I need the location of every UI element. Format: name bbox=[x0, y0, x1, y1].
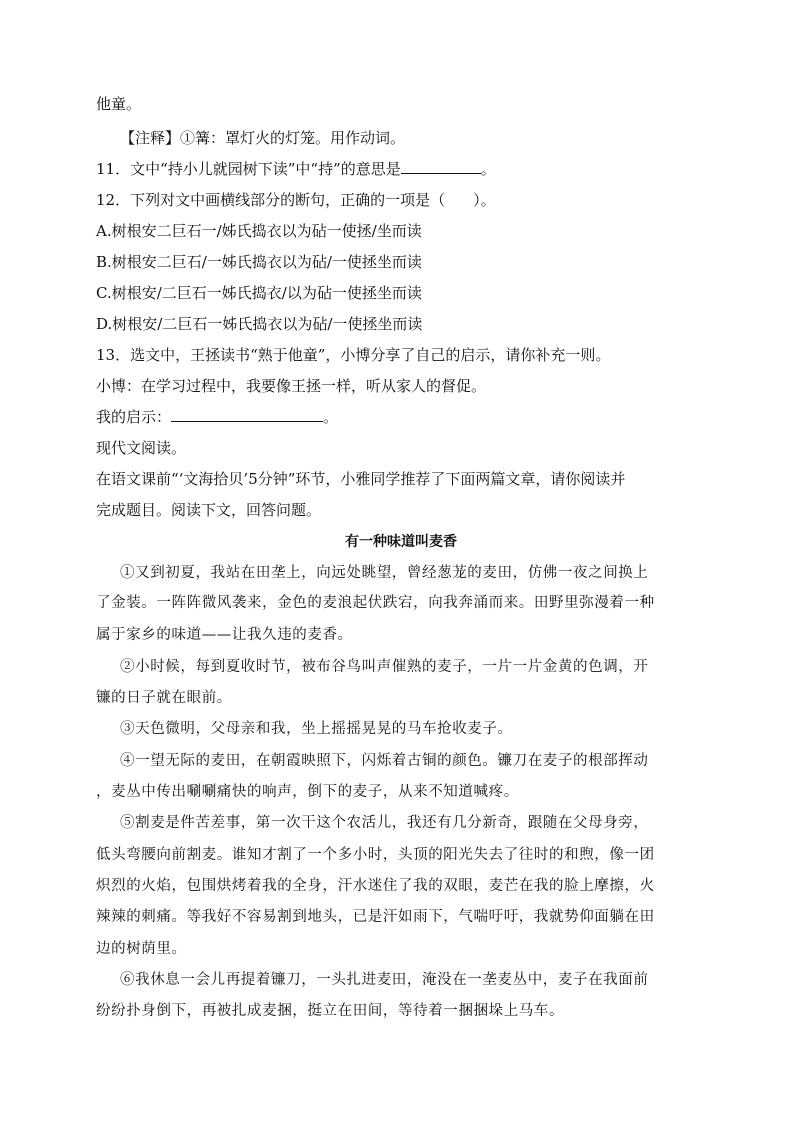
question-11-end: 。 bbox=[480, 160, 496, 178]
passage-line: ，麦丛中传出唰唰痛快的响声，倒下的麦子，从来不知道喊疼。 bbox=[96, 784, 519, 800]
my-insight-end: 。 bbox=[323, 408, 339, 426]
question-12-option-c: C.树根安/二巨石一姊氏捣衣/以为砧一使拯坐而读 bbox=[96, 284, 422, 302]
question-12 bbox=[96, 190, 706, 210]
passage-line: ③天色微明，父母亲和我，坐上摇摇晃晃的马车抢收麦子。 bbox=[120, 721, 513, 737]
my-insight bbox=[96, 407, 706, 427]
question-12-option-a: A.树根安二巨石一/姊氏捣衣以为砧一使拯/坐而读 bbox=[96, 222, 422, 240]
passage-line: 了金装。一阵阵微风袭来，金色的麦浪起伏跌宕，向我奔涌而来。田野里弥漫着一种 bbox=[96, 595, 655, 611]
passage-line: 属于家乡的味道——让我久违的麦香。 bbox=[96, 627, 353, 643]
classical-text-line-end: 他童。 bbox=[96, 95, 142, 113]
question-13: 13．选文中，王拯读书“熟于他童”，小博分享了自己的启示，请你补充一则。 bbox=[96, 346, 611, 364]
passage-line: 镰的日子就在眼前。 bbox=[96, 690, 232, 706]
passage-line: ⑤割麦是件苦差事，第一次干这个农活儿，我还有几分新奇，跟随在父母身旁， bbox=[120, 815, 649, 831]
question-11 bbox=[96, 159, 706, 179]
my-insight-label: 我的启示： bbox=[96, 408, 172, 426]
passage-line: ②小时候，每到夏收时节，被布谷鸟叫声催熟的麦子，一片一片金黄的色调，开 bbox=[120, 659, 649, 675]
passage-line: ①又到初夏，我站在田垄上，向远处眺望，曾经葱茏的麦田，仿佛一夜之间换上 bbox=[120, 565, 649, 581]
passage-title: 有一种味道叫麦香 bbox=[345, 534, 457, 550]
question-12-option-b: B.树根安二巨石/一姊氏捣衣以为砧/一使拯坐而读 bbox=[96, 253, 422, 271]
passage-line: ④一望无际的麦田，在朝霞映照下，闪烁着古铜的颜色。镰刀在麦子的根部挥动 bbox=[120, 753, 649, 769]
modern-reading-heading: 现代文阅读。 bbox=[96, 439, 187, 457]
passage-line: 边的树荫里。 bbox=[96, 941, 187, 957]
question-12-option-d: D.树根安/二巨石一姊氏捣衣以为砧/一使拯坐而读 bbox=[96, 315, 423, 333]
passage-line: 低头弯腰向前割麦。谁知才割了一个多小时，头顶的阳光失去了往时的和煦，像一团 bbox=[96, 847, 655, 863]
question-12-end: ）。 bbox=[473, 191, 496, 209]
xiaobo-statement: 小博：在学习过程中，我要像王拯一样，听从家人的督促。 bbox=[96, 377, 487, 395]
my-insight-answer-blank[interactable] bbox=[171, 407, 323, 422]
question-12-text: 12．下列对文中画横线部分的断句，正确的一项是（ bbox=[96, 191, 446, 209]
passage-line: 辣辣的刺痛。等我好不容易割到地头，已是汗如雨下，气喘吁吁，我就势仰面躺在田 bbox=[96, 909, 655, 925]
passage-line: ⑥我休息一会儿再提着镰刀，一头扎进麦田，淹没在一垄麦丛中，麦子在我面前 bbox=[120, 972, 649, 988]
modern-intro-line-2: 完成题目。阅读下文，回答问题。 bbox=[96, 501, 322, 519]
modern-intro-line-1: 在语文课前“‘文海拾贝’5分钟”环节，小雅同学推荐了下面两篇文章，请你阅读并 bbox=[96, 470, 626, 488]
question-11-text: 11．文中“持小儿就园树下读”中“持”的意思是 bbox=[96, 160, 401, 178]
passage-line: 纷纷扑身倒下，再被扎成麦捆，挺立在田间，等待着一捆捆垛上马车。 bbox=[96, 1003, 565, 1019]
annotation-note: 【注释】①篝：罩灯火的灯笼。用作动词。 bbox=[120, 129, 406, 147]
question-11-answer-blank[interactable] bbox=[401, 159, 481, 174]
passage-line: 炽烈的火焰，包围烘烤着我的全身，汗水迷住了我的双眼，麦芒在我的脸上摩擦，火 bbox=[96, 878, 655, 894]
